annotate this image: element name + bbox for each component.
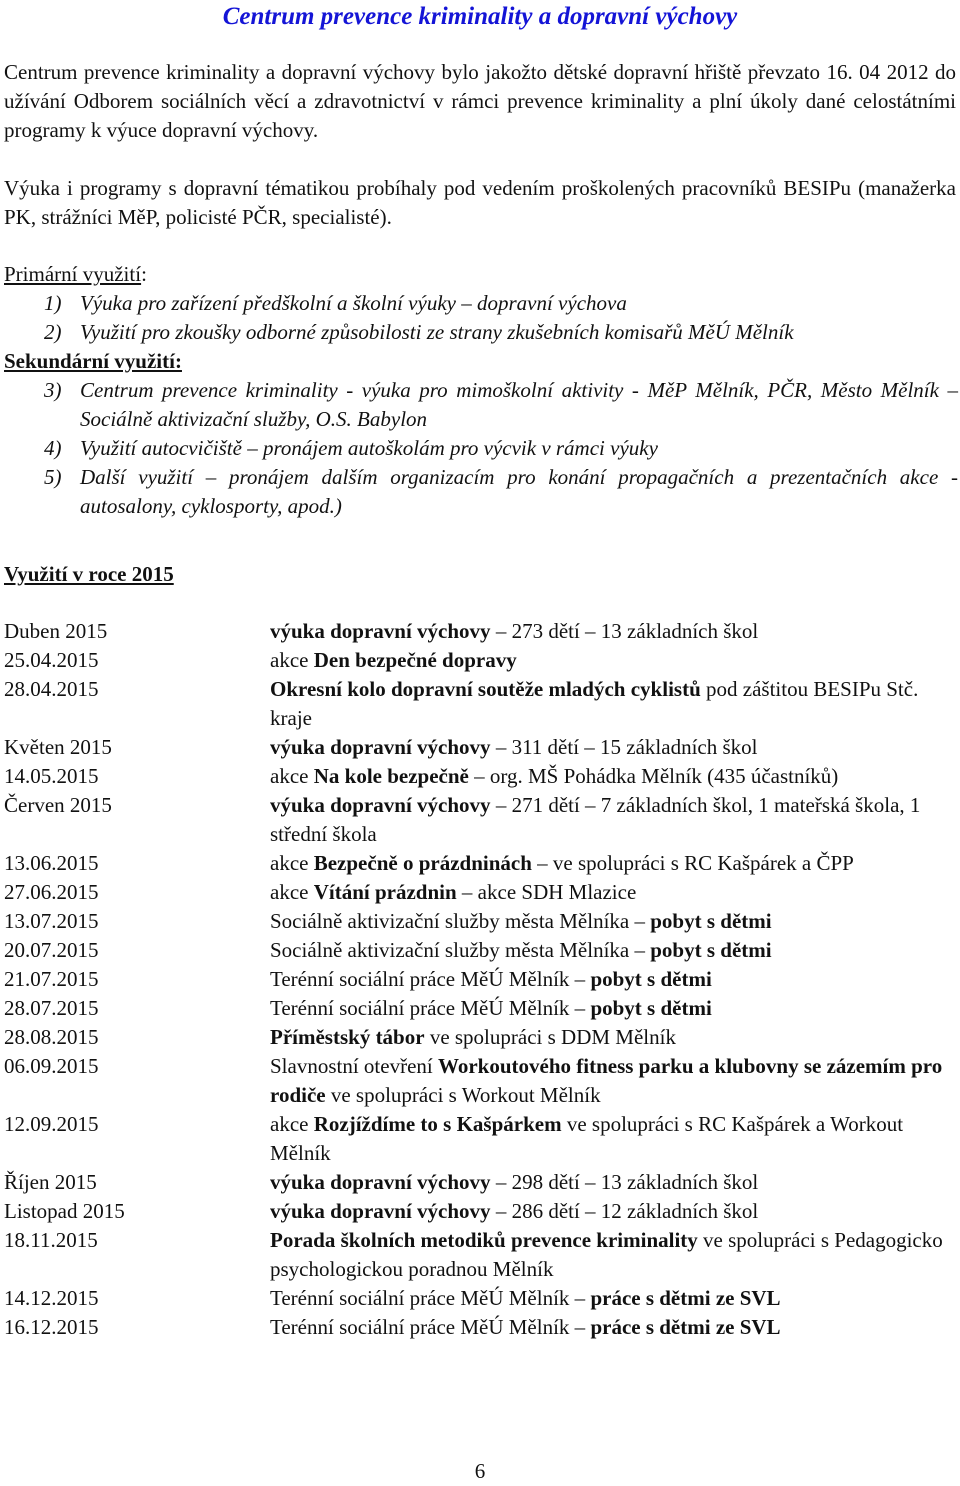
schedule-description xyxy=(270,849,954,878)
schedule-description-bold: Okresní kolo dopravní soutěže mladých cyklistů xyxy=(270,677,701,701)
schedule-description xyxy=(270,733,954,762)
schedule-description xyxy=(270,1284,954,1313)
list-item-number: 4) xyxy=(44,436,62,460)
schedule-date: 14.05.2015 xyxy=(4,764,99,788)
schedule-description-text: Terénní sociální práce MěÚ Mělník – xyxy=(270,967,591,991)
schedule-description-text: Sociálně aktivizační služby města Mělníka – xyxy=(270,909,651,933)
schedule-date: 27.06.2015 xyxy=(4,880,99,904)
schedule-date: 06.09.2015 xyxy=(4,1054,99,1078)
schedule-description-bold: pobyt s dětmi xyxy=(590,996,712,1020)
intro-paragraph: Centrum prevence kriminality a dopravní výchovy bylo jakožto dětské dopravní hřiště převzato 16. 04 2012 do užívání Odborem sociálních věcí a zdravotnictví v rámci prevence kriminality a plní úkoly dané celostátními programy k výuce dopravní výchovy. xyxy=(4,60,956,142)
schedule-description xyxy=(270,936,954,965)
primary-use-heading-colon: : xyxy=(141,262,147,286)
schedule-date: 14.12.2015 xyxy=(4,1286,99,1310)
schedule-row xyxy=(4,675,954,733)
schedule-description-text: akce xyxy=(270,880,314,904)
schedule-row xyxy=(4,849,954,878)
schedule-description-text: ve spolupráci s Pedagogicko psychologickou poradnou Mělník xyxy=(270,1228,943,1281)
schedule-description-text: Terénní sociální práce MěÚ Mělník – xyxy=(270,996,591,1020)
list-item-text: Využití pro zkoušky odborné způsobilosti ze strany zkušebních komisařů MěÚ Mělník xyxy=(80,320,794,344)
schedule-description-bold: Workoutového fitness parku a klubovny se zázemím pro rodiče xyxy=(270,1054,943,1107)
schedule-description-text: – org. MŠ Pohádka Mělník (435 účastníků) xyxy=(468,764,839,788)
schedule-date: 21.07.2015 xyxy=(4,967,99,991)
schedule-description-text: Slavnostní otevření xyxy=(270,1054,438,1078)
primary-use-heading-text: Primární využití xyxy=(4,262,142,286)
list-item-text: Výuka pro zařízení předškolní a školní výuky – dopravní výchova xyxy=(80,291,627,315)
schedule-date: Listopad 2015 xyxy=(4,1199,125,1223)
schedule-description xyxy=(270,791,954,849)
schedule-row xyxy=(4,1110,954,1168)
list-item xyxy=(44,289,958,318)
schedule-description-bold: výuka dopravní výchovy xyxy=(270,1199,491,1223)
schedule-description xyxy=(270,1226,954,1284)
list-item xyxy=(44,434,958,463)
schedule-row xyxy=(4,1023,954,1052)
schedule-date: 12.09.2015 xyxy=(4,1112,99,1136)
schedule-description-bold: Rozjíždíme to s Kašpárkem xyxy=(313,1112,562,1136)
schedule-description-bold: Na kole bezpečně xyxy=(313,764,469,788)
schedule-description-bold: pobyt s dětmi xyxy=(650,909,772,933)
page-number: 6 xyxy=(474,1459,486,1483)
schedule-description-bold: Vítání prázdnin xyxy=(313,880,457,904)
schedule-description-text: Terénní sociální práce MěÚ Mělník – xyxy=(270,1315,591,1339)
schedule-description-bold: pobyt s dětmi xyxy=(650,938,772,962)
list-item-text: Centrum prevence kriminality - výuka pro mimoškolní aktivity - MěP Mělník, PČR, Město Mělník – Sociálně aktivizační služby, O.S. Babylon xyxy=(80,378,958,431)
list-item-text: Další využití – pronájem dalším organizacím pro konání propagačních a prezentačních akce - autosalony, cyklosporty, apod.) xyxy=(80,465,958,518)
schedule-description-text: akce xyxy=(270,764,314,788)
schedule-date: 20.07.2015 xyxy=(4,938,99,962)
schedule-description xyxy=(270,646,954,675)
schedule-description xyxy=(270,675,954,733)
schedule-table xyxy=(4,617,954,1342)
schedule-description-text: ve spolupráci s Workout Mělník xyxy=(325,1083,601,1107)
year-heading: Využití v roce 2015 xyxy=(4,562,174,586)
schedule-row xyxy=(4,994,954,1023)
schedule-description-text: pod záštitou BESIPu Stč. kraje xyxy=(270,677,919,730)
primary-use-heading xyxy=(4,260,147,289)
schedule-description-bold: výuka dopravní výchovy xyxy=(270,619,491,643)
schedule-row xyxy=(4,907,954,936)
secondary-use-heading: Sekundární využití: xyxy=(4,349,182,373)
schedule-description xyxy=(270,1197,954,1226)
schedule-date: 16.12.2015 xyxy=(4,1315,99,1339)
schedule-description-bold: Bezpečně o prázdninách xyxy=(313,851,532,875)
schedule-description-text: – 311 dětí – 15 základních škol xyxy=(490,735,758,759)
schedule-row xyxy=(4,878,954,907)
page-title: Centrum prevence kriminality a dopravní výchovy xyxy=(222,3,738,30)
schedule-description xyxy=(270,1168,954,1197)
schedule-row xyxy=(4,1284,954,1313)
list-item-number: 3) xyxy=(44,378,62,402)
schedule-date: Květen 2015 xyxy=(4,735,112,759)
staff-paragraph: Výuka i programy s dopravní tématikou probíhaly pod vedením proškolených pracovníků BESIPu (manažerka PK, strážníci MěP, policisté PČR, specialisté). xyxy=(4,176,956,229)
schedule-description xyxy=(270,1313,954,1342)
schedule-description xyxy=(270,1023,954,1052)
schedule-description-text: akce xyxy=(270,648,314,672)
schedule-date: 18.11.2015 xyxy=(4,1228,98,1252)
schedule-description xyxy=(270,1052,954,1110)
schedule-description-text: Sociálně aktivizační služby města Mělníka – xyxy=(270,938,651,962)
schedule-date: 25.04.2015 xyxy=(4,648,99,672)
schedule-row xyxy=(4,617,954,646)
schedule-description xyxy=(270,907,954,936)
schedule-description-text: – ve spolupráci s RC Kašpárek a ČPP xyxy=(531,851,854,875)
schedule-date: 13.07.2015 xyxy=(4,909,99,933)
schedule-row xyxy=(4,1052,954,1110)
list-item xyxy=(44,463,958,521)
schedule-description-text: akce xyxy=(270,1112,314,1136)
list-item-number: 5) xyxy=(44,465,62,489)
schedule-description xyxy=(270,878,954,907)
schedule-description-text: Terénní sociální práce MěÚ Mělník – xyxy=(270,1286,591,1310)
list-item-text: Využití autocvičiště – pronájem autoškolám pro výcvik v rámci výuky xyxy=(80,436,658,460)
schedule-date: 13.06.2015 xyxy=(4,851,99,875)
secondary-use-list xyxy=(44,376,958,521)
schedule-row xyxy=(4,1197,954,1226)
schedule-description-bold: výuka dopravní výchovy xyxy=(270,793,491,817)
schedule-description-text: – 273 dětí – 13 základních škol xyxy=(490,619,759,643)
schedule-row xyxy=(4,1313,954,1342)
list-item-number: 2) xyxy=(44,320,62,344)
schedule-description xyxy=(270,762,954,791)
schedule-row xyxy=(4,646,954,675)
schedule-description-bold: práce s dětmi ze SVL xyxy=(590,1286,781,1310)
schedule-date: 28.07.2015 xyxy=(4,996,99,1020)
list-item xyxy=(44,318,958,347)
schedule-description-text: – 298 dětí – 13 základních škol xyxy=(490,1170,759,1194)
schedule-description-text: ve spolupráci s DDM Mělník xyxy=(424,1025,676,1049)
primary-use-list xyxy=(44,289,958,347)
schedule-description xyxy=(270,617,954,646)
schedule-row xyxy=(4,791,954,849)
schedule-row xyxy=(4,1226,954,1284)
schedule-description-text: ve spolupráci s RC Kašpárek a Workout Mělník xyxy=(270,1112,904,1165)
schedule-row xyxy=(4,1168,954,1197)
schedule-description xyxy=(270,965,954,994)
schedule-description-bold: práce s dětmi ze SVL xyxy=(590,1315,781,1339)
schedule-description-bold: Porada školních metodiků prevence kriminality xyxy=(270,1228,698,1252)
schedule-row xyxy=(4,936,954,965)
schedule-date: 28.04.2015 xyxy=(4,677,99,701)
schedule-description-bold: výuka dopravní výchovy xyxy=(270,735,491,759)
schedule-description-text: – 271 dětí – 7 základních škol, 1 mateřská škola, 1 střední škola xyxy=(270,793,921,846)
schedule-description-bold: pobyt s dětmi xyxy=(590,967,712,991)
schedule-description-text: akce xyxy=(270,851,314,875)
schedule-row xyxy=(4,965,954,994)
schedule-description-bold: Den bezpečné dopravy xyxy=(313,648,517,672)
list-item xyxy=(44,376,958,434)
schedule-date: Červen 2015 xyxy=(4,793,112,817)
schedule-date: Duben 2015 xyxy=(4,619,108,643)
schedule-description xyxy=(270,994,954,1023)
schedule-description-text: – 286 dětí – 12 základních škol xyxy=(490,1199,759,1223)
schedule-date: Říjen 2015 xyxy=(4,1170,97,1194)
schedule-description-bold: Příměstský tábor xyxy=(270,1025,425,1049)
schedule-row xyxy=(4,733,954,762)
schedule-description-text: – akce SDH Mlazice xyxy=(456,880,637,904)
schedule-row xyxy=(4,762,954,791)
schedule-description xyxy=(270,1110,954,1168)
schedule-description-bold: výuka dopravní výchovy xyxy=(270,1170,491,1194)
list-item-number: 1) xyxy=(44,291,62,315)
schedule-date: 28.08.2015 xyxy=(4,1025,99,1049)
